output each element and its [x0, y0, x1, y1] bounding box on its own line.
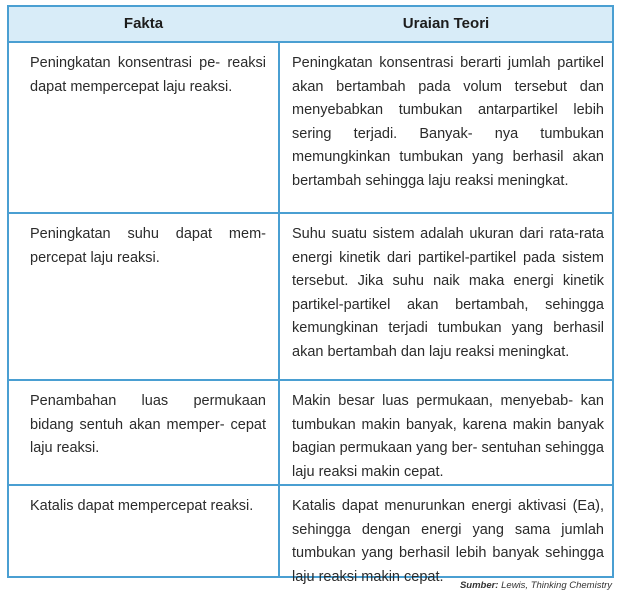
source-text: Lewis, Thinking Chemistry [501, 580, 612, 591]
teori-text: Katalis dapat menurunkan energi aktivasi (Ea), sehingga dengan energi yang sama jumlah tumbukan yang berhasil lebih banyak sehingga laju reaksi makin cepat. [292, 498, 604, 585]
fakta-cell [30, 43, 266, 99]
fakta-text: Katalis dapat mempercepat reaksi. [30, 498, 254, 514]
fakta-cell [30, 381, 266, 461]
teori-cell [292, 214, 604, 364]
teori-text: Makin besar luas permukaan, menyebab- kan tumbukan makin banyak, karena makin banyak bagian permukaan yang ber- sentuhan sehingga laju reaksi makin cepat. [292, 393, 604, 480]
teori-cell [292, 486, 604, 589]
header-fakta: Fakta [123, 15, 164, 32]
fakta-text: Peningkatan konsentrasi pe- reaksi dapat mempercepat laju reaksi. [30, 55, 266, 95]
facts-theory-table [7, 5, 614, 585]
table-row [9, 381, 612, 486]
teori-text: Suhu suatu sistem adalah ukuran dari rata-rata energi kinetik dari partikel-partikel pada sistem tersebut. Jika suhu naik maka energi kinetik partikel-partikel akan bertambah, sehingga kemungkinan terjadi tumbukan yang berhasil akan bertambah dan laju reaksi meningkat. [292, 226, 604, 360]
fakta-cell [30, 214, 266, 270]
source-label: Sumber: [459, 580, 499, 591]
teori-cell [292, 381, 604, 484]
teori-cell [292, 43, 604, 193]
fakta-cell [30, 486, 266, 519]
table-row [9, 43, 612, 214]
header-uraian-teori: Uraian Teori [402, 15, 490, 32]
table-row [9, 214, 612, 381]
source-citation [460, 580, 612, 591]
fakta-text: Peningkatan suhu dapat mem- percepat laju reaksi. [30, 226, 266, 266]
table-row [9, 486, 612, 585]
fakta-text: Penambahan luas permukaan bidang sentuh akan memper- cepat laju reaksi. [30, 393, 266, 456]
table-header [9, 7, 612, 43]
teori-text: Peningkatan konsentrasi berarti jumlah partikel akan bertambah pada volum tersebut dan menyebabkan tumbukan antarpartikel lebih sering terjadi. Banyak- nya tumbukan memungkinkan tumbukan yang berhasil akan bertambah sehingga laju reaksi meningkat. [292, 55, 604, 189]
